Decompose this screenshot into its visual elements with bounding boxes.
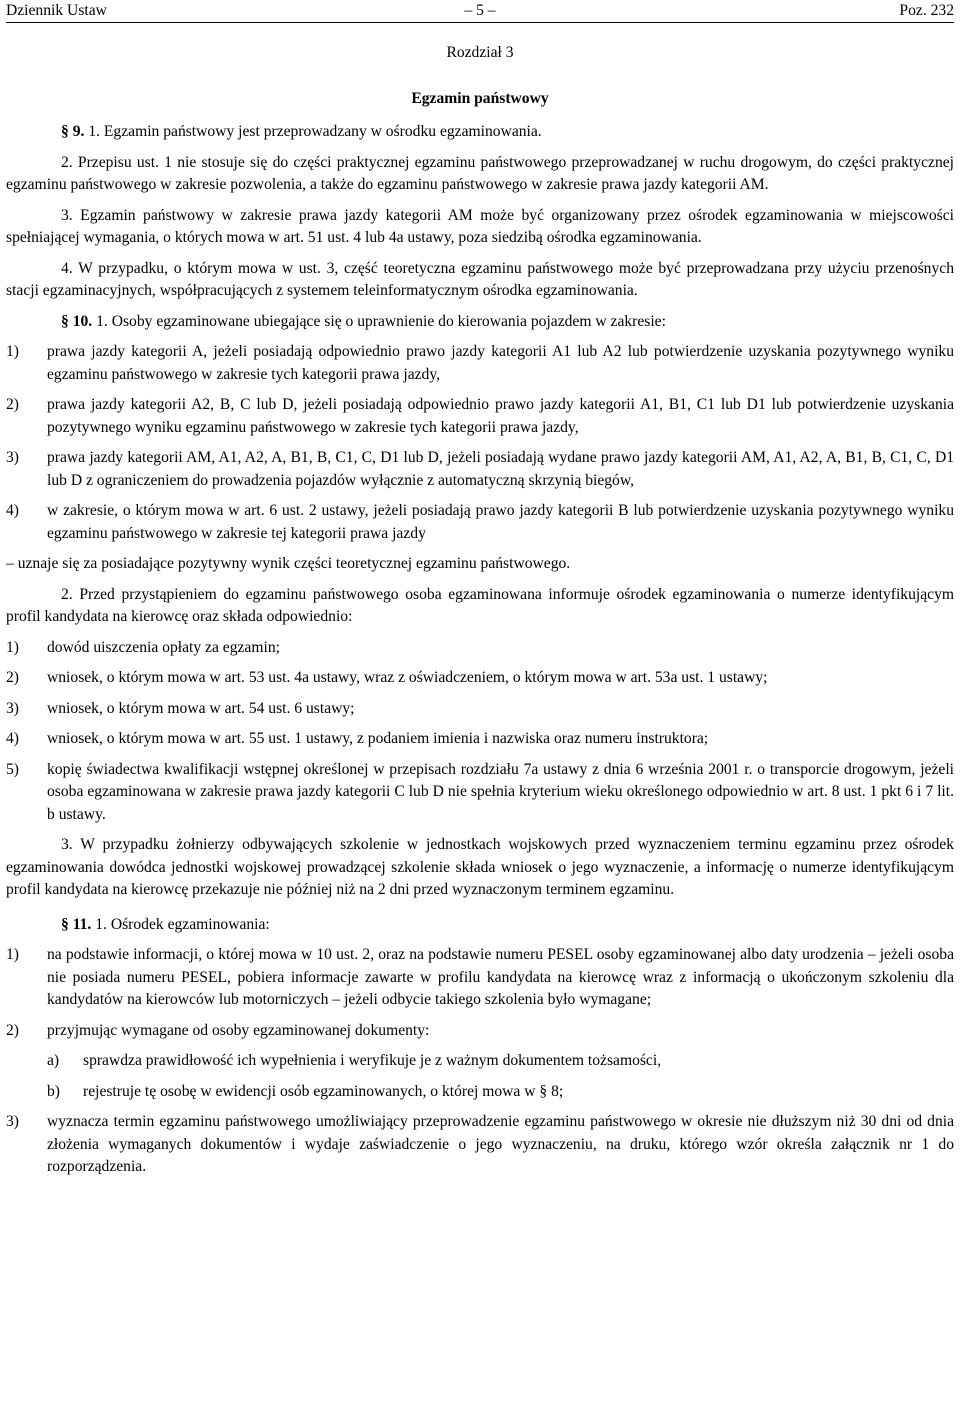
sub-list-item: a) sprawdza prawidłowość ich wypełnienia i weryfikuje je z ważnym dokumentem tożsamości, <box>47 1052 662 1069</box>
section-9-para-4: 4. W przypadku, o którym mowa w ust. 3, część teoretyczna egzaminu państwowego może być przeprowadzana przy użyciu przenośnych stacji egzaminacyjnych, współpracujących z systemem teleinformatycznym ośrodka egzaminowania. <box>6 259 954 299</box>
list-item: 5) kopię świadectwa kwalifikacji wstępnej określonej w przepisach rozdziału 7a ustawy z dnia 6 września 2001 r. o transporcie drogowym, jeżeli osoba egzaminowana w zakresie prawa jazdy kategorii C lub D nie spełnia kryterium wieku określonego odpowiednio w art. 8 ust. 1 pkt 6 i 7 lit. b ustawy. <box>6 760 954 823</box>
list-item: 4) w zakresie, o którym mowa w art. 6 ust. 2 ustawy, jeżeli posiadają prawo jazdy kategorii B lub potwierdzenie uzyskania pozytywnego wyniku egzaminu państwowego w zakresie tej kategorii prawa jazdy <box>6 502 954 542</box>
list-item: 1) dowód uiszczenia opłaty za egzamin; <box>6 638 280 656</box>
section-9-number: § 9. <box>61 123 85 140</box>
list-item: 3) prawa jazdy kategorii AM, A1, A2, A, B1, B, C1, C, D1 lub D, jeżeli posiadają wydane prawo jazdy kategorii AM, A1, A2, A, B1, B, C1, C, D1 lub D z ograniczeniem do prowadzenia pojazdów wyłącznie z automatyczną skrzynią biegów, <box>6 449 954 489</box>
section-10-number: § 10. <box>61 312 93 330</box>
list-item: 2) prawa jazdy kategorii A2, B, C lub D, jeżeli posiadają odpowiednio prawo jazdy kategorii A1, B1, C1 lub D1 lub potwierdzenie uzyskania pozytywnego wyniku egzaminu państwowego w zakresie tych kategorii prawa jazdy, <box>6 396 954 436</box>
list-item: 3) wniosek, o którym mowa w art. 54 ust. 6 ustawy; <box>6 699 355 717</box>
section-9-para-2: 2. Przepisu ust. 1 nie stosuje się do części praktycznej egzaminu państwowego przeprowadzanej w ruchu drogowym, do części praktycznej egzaminu państwowego w zakresie pozwolenia, a także do egzaminu państwowego w zakresie prawa jazdy kategorii AM. <box>6 153 954 193</box>
list-item: 1) prawa jazdy kategorii A, jeżeli posiadają odpowiednio prawo jazdy kategorii A1 lub A2 lub potwierdzenie uzyskania pozytywnego wyniku egzaminu państwowego w zakresie tych kategorii prawa jazdy, <box>6 343 954 383</box>
section-10-para-2: 2. Przed przystąpieniem do egzaminu państwowego osoba egzaminowana informuje ośrodek egzaminowania o numerze identyfikującym profil kandydata na kierowcę oraz składa odpowiednio: <box>6 585 954 625</box>
position-number: Poz. 232 <box>899 2 954 19</box>
section-symbol: § <box>61 123 73 140</box>
section-symbol: § <box>61 915 73 933</box>
journal-name: Dziennik Ustaw <box>6 2 107 19</box>
section-10-para-3: 3. W przypadku żołnierzy odbywających szkolenie w jednostkach wojskowych przed wyznaczeniem terminu egzaminu przez ośrodek egzaminowania dowódca jednostki wojskowej prowadzącej szkolenie składa wniosek o jego wyznaczenie, a informację o numerze identyfikującym profil kandydata na kierowcę przekazuje nie później niż na 2 dni przed wyznaczonym terminem egzaminu. <box>6 836 954 898</box>
page-header <box>6 0 954 23</box>
chapter-label: Rozdział 3 <box>446 44 514 61</box>
chapter-title: Egzamin państwowy <box>411 89 549 107</box>
section-10-intro: § 10. 1. Osoby egzaminowane ubiegające się o uprawnienie do kierowania pojazdem w zakresie: <box>61 312 666 330</box>
sub-list-item: b) rejestruje tę osobę w ewidencji osób egzaminowanych, o której mowa w § 8; <box>47 1082 564 1100</box>
list-item: 4) wniosek, o którym mowa w art. 55 ust. 1 ustawy, z podaniem imienia i nazwiska oraz numeru instruktora; <box>6 730 709 747</box>
list-item: 2) wniosek, o którym mowa w art. 53 ust. 4a ustawy, wraz z oświadczeniem, o którym mowa w art. 53a ust. 1 ustawy; <box>6 669 768 686</box>
page-number: – 5 – <box>464 2 496 19</box>
list-item: 2) przyjmując wymagane od osoby egzaminowanej dokumenty: <box>6 1021 430 1039</box>
list-item: 3) wyznacza termin egzaminu państwowego umożliwiający przeprowadzenie egzaminu państwowego w okresie nie dłuższym niż 30 dni od dnia złożenia wymaganych dokumentów i wydaje zaświadczenie o jego wyznaczeniu, na druku, którego wzór określa załącznik nr 1 do rozporządzenia. <box>6 1113 954 1175</box>
section-symbol: § <box>61 312 73 330</box>
list-item: 1) na podstawie informacji, o której mowa w 10 ust. 2, oraz na podstawie numeru PESEL osoby egzaminowanej albo daty urodzenia – jeżeli osoba nie posiada numeru PESEL, pobiera informacje zawarte w profilu kandydata na kierowcę wraz z informacją o ukończonym szkoleniu dla kandydatów na kierowców lub motorniczych – jeżeli odbycie takiego szkolenia było wymagane; <box>6 946 954 1008</box>
section-9-para-1: § 9. 1. Egzamin państwowy jest przeprowadzany w ośrodku egzaminowania. <box>61 123 542 140</box>
section-10-conclusion: – uznaje się za posiadające pozytywny wynik części teoretycznej egzaminu państwowego. <box>6 555 571 572</box>
section-11-number: § 11. <box>61 915 92 933</box>
section-9-para-3: 3. Egzamin państwowy w zakresie prawa jazdy kategorii AM może być organizowany przez ośrodek egzaminowania w miejscowości spełniającej wymagania, o których mowa w art. 51 ust. 4 lub 4a ustawy, poza siedzibą ośrodka egzaminowania. <box>6 206 954 246</box>
section-11-intro: § 11. 1. Ośrodek egzaminowania: <box>61 915 270 933</box>
